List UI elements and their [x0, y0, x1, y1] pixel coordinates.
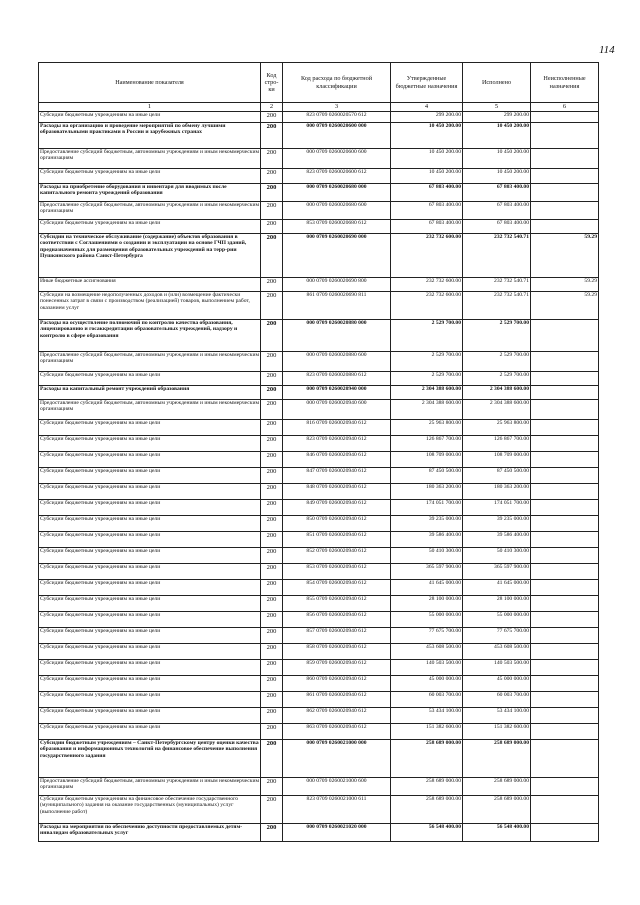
- row-executed: 10 450 200.00: [463, 169, 531, 184]
- row-budget-code: 853 0709 0260020680 612: [283, 220, 391, 234]
- row-line-code: 200: [261, 796, 283, 824]
- row-unexecuted: [531, 320, 599, 352]
- table-row: [39, 596, 599, 612]
- row-unexecuted: [531, 564, 599, 580]
- row-line-code: 200: [261, 708, 283, 724]
- header-budget-code: Код расхода по бюджетной классификации: [283, 63, 391, 103]
- table-row: [39, 292, 599, 320]
- row-budget-code: 000 0709 0260020690 000: [283, 234, 391, 278]
- table-row: [39, 580, 599, 596]
- table-row: [39, 149, 599, 169]
- row-approved: 55 000 000.00: [391, 612, 463, 628]
- table-row: [39, 320, 599, 352]
- table-row: [39, 740, 599, 778]
- row-name: Субсидии бюджетным учреждениям на иные цели: [39, 500, 261, 516]
- table-row: [39, 436, 599, 452]
- row-name: Иные бюджетные ассигнования: [39, 278, 261, 292]
- table-row: [39, 824, 599, 842]
- row-line-code: 200: [261, 220, 283, 234]
- row-line-code: 200: [261, 612, 283, 628]
- row-unexecuted: [531, 149, 599, 169]
- row-executed: 45 000 000.00: [463, 676, 531, 692]
- table-row: [39, 169, 599, 184]
- row-name: Субсидии бюджетным учреждениям на иные цели: [39, 724, 261, 740]
- row-approved: 87 450 500.00: [391, 468, 463, 484]
- row-name: Субсидии бюджетным учреждениям на иные цели: [39, 420, 261, 436]
- row-executed: 2 529 700.00: [463, 352, 531, 372]
- row-line-code: 200: [261, 596, 283, 612]
- row-name: Предоставление субсидий бюджетным, автономным учреждениям и иным некоммерческим организациям: [39, 352, 261, 372]
- table-row: [39, 112, 599, 123]
- row-line-code: 200: [261, 692, 283, 708]
- row-executed: 258 689 000.00: [463, 778, 531, 796]
- row-line-code: 200: [261, 676, 283, 692]
- row-name: Субсидии бюджетным учреждениям на иные цели: [39, 596, 261, 612]
- row-approved: 67 803 400.00: [391, 220, 463, 234]
- row-approved: 39 235 000.00: [391, 516, 463, 532]
- row-budget-code: 852 0709 0260020940 612: [283, 548, 391, 564]
- row-approved: 56 548 400.00: [391, 824, 463, 842]
- row-budget-code: 823 0709 0260020940 612: [283, 436, 391, 452]
- row-name: Субсидии бюджетным учреждениям на иные цели: [39, 612, 261, 628]
- row-executed: 174 051 700.00: [463, 500, 531, 516]
- table-row: [39, 778, 599, 796]
- row-unexecuted: 59.29: [531, 292, 599, 320]
- row-unexecuted: [531, 372, 599, 386]
- row-name: Субсидии бюджетным учреждениям на иные цели: [39, 564, 261, 580]
- row-executed: 39 586 400.00: [463, 532, 531, 548]
- table-row: [39, 123, 599, 149]
- row-budget-code: 000 0709 0260020940 600: [283, 400, 391, 420]
- column-number: 5: [463, 103, 531, 112]
- row-executed: 56 548 400.00: [463, 824, 531, 842]
- table-row: [39, 564, 599, 580]
- row-unexecuted: [531, 596, 599, 612]
- row-approved: 41 645 000.00: [391, 580, 463, 596]
- row-name: Субсидии бюджетным учреждениям на иные цели: [39, 112, 261, 123]
- row-budget-code: 823 0709 0260021000 611: [283, 796, 391, 824]
- row-executed: 258 689 000.00: [463, 796, 531, 824]
- row-line-code: 200: [261, 278, 283, 292]
- row-budget-code: 859 0709 0260020940 612: [283, 660, 391, 676]
- row-budget-code: 823 0709 0260020600 612: [283, 169, 391, 184]
- table-row: [39, 468, 599, 484]
- column-number: 3: [283, 103, 391, 112]
- row-name: Расходы на осуществление полномочий по контролю качества образования, лицензированию и госаккредитации образовательных учреждений, надзору и контролю в сфере образования: [39, 320, 261, 352]
- row-executed: 10 450 200.00: [463, 149, 531, 169]
- row-budget-code: 000 0709 0260020880 600: [283, 352, 391, 372]
- row-budget-code: 857 0709 0260020940 612: [283, 628, 391, 644]
- table-row: [39, 516, 599, 532]
- row-line-code: 200: [261, 580, 283, 596]
- row-line-code: 200: [261, 628, 283, 644]
- row-name: Субсидии бюджетным учреждениям на иные цели: [39, 692, 261, 708]
- row-name: Субсидии бюджетным учреждениям на иные цели: [39, 532, 261, 548]
- row-approved: 67 803 400.00: [391, 184, 463, 202]
- row-executed: 232 732 540.71: [463, 234, 531, 278]
- row-executed: 365 597 900.00: [463, 564, 531, 580]
- table-row: [39, 612, 599, 628]
- row-budget-code: 000 0709 0260020680 000: [283, 184, 391, 202]
- row-approved: 180 363 200.00: [391, 484, 463, 500]
- row-executed: 108 709 000.00: [463, 452, 531, 468]
- row-name: Субсидии бюджетным учреждениям на иные цели: [39, 548, 261, 564]
- row-approved: 25 963 800.00: [391, 420, 463, 436]
- row-line-code: 200: [261, 202, 283, 220]
- table-row: [39, 692, 599, 708]
- row-executed: 28 100 000.00: [463, 596, 531, 612]
- row-unexecuted: [531, 740, 599, 778]
- row-approved: 39 586 400.00: [391, 532, 463, 548]
- row-unexecuted: [531, 516, 599, 532]
- row-approved: 299 200.00: [391, 112, 463, 123]
- table-header-row: [39, 63, 599, 103]
- row-executed: 50 410 300.00: [463, 548, 531, 564]
- row-line-code: 200: [261, 500, 283, 516]
- row-executed: 25 963 800.00: [463, 420, 531, 436]
- row-executed: 53 434 100.00: [463, 708, 531, 724]
- table-row: [39, 420, 599, 436]
- row-budget-code: 823 0709 0260020570 612: [283, 112, 391, 123]
- row-approved: 50 410 300.00: [391, 548, 463, 564]
- table-row: [39, 386, 599, 400]
- table-row: [39, 548, 599, 564]
- row-budget-code: 000 0709 0260020940 000: [283, 386, 391, 400]
- row-executed: 2 529 700.00: [463, 320, 531, 352]
- row-budget-code: 853 0709 0260020940 612: [283, 564, 391, 580]
- row-approved: 2 529 700.00: [391, 320, 463, 352]
- row-budget-code: 000 0709 0260021000 600: [283, 778, 391, 796]
- header-name: Наименование показателя: [39, 63, 261, 103]
- row-line-code: 200: [261, 468, 283, 484]
- row-approved: 10 450 200.00: [391, 123, 463, 149]
- row-line-code: 200: [261, 484, 283, 500]
- row-unexecuted: [531, 202, 599, 220]
- row-name: Субсидии на техническое обслуживание (содержание) объектов образования в соответствии с Соглашениями о создании и эксплуатации на основе ГЧП зданий, предназначенных для размещения образовательных учреждений на терр-рии Пушкинского района Санкт-Петербурга: [39, 234, 261, 278]
- row-unexecuted: [531, 169, 599, 184]
- row-line-code: 200: [261, 724, 283, 740]
- row-unexecuted: [531, 548, 599, 564]
- row-budget-code: 851 0709 0260020940 612: [283, 532, 391, 548]
- row-name: Субсидии бюджетным учреждениям на иные цели: [39, 372, 261, 386]
- row-executed: 258 689 000.00: [463, 740, 531, 778]
- row-unexecuted: [531, 676, 599, 692]
- row-executed: 67 803 400.00: [463, 184, 531, 202]
- row-executed: 39 235 000.00: [463, 516, 531, 532]
- row-name: Субсидии бюджетным учреждениям на иные цели: [39, 516, 261, 532]
- row-unexecuted: [531, 778, 599, 796]
- row-line-code: 200: [261, 660, 283, 676]
- table-body: [39, 112, 599, 842]
- row-budget-code: 854 0709 0260020940 612: [283, 580, 391, 596]
- row-unexecuted: 59.29: [531, 278, 599, 292]
- row-budget-code: 855 0709 0260020940 612: [283, 596, 391, 612]
- row-line-code: 200: [261, 169, 283, 184]
- row-line-code: 200: [261, 112, 283, 123]
- row-approved: 2 304 388 600.00: [391, 386, 463, 400]
- table-row: [39, 532, 599, 548]
- row-approved: 2 529 700.00: [391, 372, 463, 386]
- row-approved: 453 608 500.00: [391, 644, 463, 660]
- row-line-code: 200: [261, 400, 283, 420]
- row-name: Субсидии бюджетным учреждениям на иные цели: [39, 580, 261, 596]
- row-executed: 2 529 700.00: [463, 372, 531, 386]
- table-row: [39, 796, 599, 824]
- budget-execution-table: [38, 62, 599, 842]
- row-unexecuted: [531, 660, 599, 676]
- row-budget-code: 858 0709 0260020940 612: [283, 644, 391, 660]
- row-line-code: 200: [261, 644, 283, 660]
- row-unexecuted: [531, 580, 599, 596]
- column-number-row: [39, 103, 599, 112]
- row-approved: 60 003 700.00: [391, 692, 463, 708]
- row-budget-code: 823 0709 0260020880 612: [283, 372, 391, 386]
- row-name: Расходы на организацию и проведение мероприятий по обмену лучшими образовательными практиками в России и зарубежных странах: [39, 123, 261, 149]
- row-name: Предоставление субсидий бюджетным, автономным учреждениям и иным некоммерческим организациям: [39, 202, 261, 220]
- row-name: Субсидии бюджетным учреждениям на иные цели: [39, 452, 261, 468]
- row-budget-code: 863 0709 0260020940 612: [283, 724, 391, 740]
- row-unexecuted: [531, 724, 599, 740]
- row-approved: 365 597 900.00: [391, 564, 463, 580]
- row-executed: 140 503 500.00: [463, 660, 531, 676]
- row-unexecuted: [531, 123, 599, 149]
- row-unexecuted: [531, 708, 599, 724]
- row-approved: 232 732 600.00: [391, 292, 463, 320]
- row-executed: 151 382 600.00: [463, 724, 531, 740]
- row-name: Расходы на приобретение оборудования и инвентаря для вводимых после капитального ремонта учреждений образования: [39, 184, 261, 202]
- row-budget-code: 000 0709 0260020600 000: [283, 123, 391, 149]
- row-approved: 258 689 000.00: [391, 796, 463, 824]
- table-row: [39, 660, 599, 676]
- row-approved: 151 382 600.00: [391, 724, 463, 740]
- row-unexecuted: [531, 468, 599, 484]
- row-budget-code: 816 0709 0260020940 612: [283, 420, 391, 436]
- row-approved: 232 732 600.00: [391, 234, 463, 278]
- row-name: Расходы на мероприятия по обеспечению доступности предоставляемых детям-инвалидам образовательных услуг: [39, 824, 261, 842]
- row-unexecuted: [531, 220, 599, 234]
- row-name: Субсидии бюджетным учреждениям на иные цели: [39, 169, 261, 184]
- row-name: Расходы на капитальный ремонт учреждений образования: [39, 386, 261, 400]
- table-row: [39, 352, 599, 372]
- row-approved: 174 051 700.00: [391, 500, 463, 516]
- row-name: Субсидии бюджетным учреждениям на иные цели: [39, 220, 261, 234]
- table-row: [39, 202, 599, 220]
- row-line-code: 200: [261, 564, 283, 580]
- table-row: [39, 676, 599, 692]
- header-executed: Исполнено: [463, 63, 531, 103]
- row-line-code: 200: [261, 386, 283, 400]
- row-name: Субсидии бюджетным учреждениям на иные цели: [39, 484, 261, 500]
- row-approved: 258 689 000.00: [391, 740, 463, 778]
- table-row: [39, 234, 599, 278]
- row-unexecuted: [531, 628, 599, 644]
- row-name: Субсидии бюджетным учреждениям на иные цели: [39, 708, 261, 724]
- row-name: Субсидии бюджетным учреждениям на финансовое обеспечение государственного (муниципального) задания на оказание государственных (муниципальных) услуг (выполнение работ): [39, 796, 261, 824]
- row-unexecuted: [531, 352, 599, 372]
- table-row: [39, 452, 599, 468]
- row-unexecuted: [531, 484, 599, 500]
- row-budget-code: 860 0709 0260020940 612: [283, 676, 391, 692]
- row-approved: 2 529 700.00: [391, 352, 463, 372]
- row-unexecuted: [531, 532, 599, 548]
- row-approved: 67 803 400.00: [391, 202, 463, 220]
- row-approved: 2 304 388 600.00: [391, 400, 463, 420]
- row-approved: 10 450 200.00: [391, 169, 463, 184]
- row-line-code: 200: [261, 420, 283, 436]
- row-executed: 2 304 388 600.00: [463, 400, 531, 420]
- row-line-code: 200: [261, 123, 283, 149]
- row-executed: 453 608 500.00: [463, 644, 531, 660]
- row-executed: 67 803 400.00: [463, 202, 531, 220]
- table-row: [39, 708, 599, 724]
- table-row: [39, 184, 599, 202]
- row-budget-code: 861 0709 0260020940 612: [283, 692, 391, 708]
- table-row: [39, 220, 599, 234]
- row-executed: 232 732 540.71: [463, 278, 531, 292]
- row-executed: 232 732 540.71: [463, 292, 531, 320]
- row-line-code: 200: [261, 740, 283, 778]
- table-row: [39, 724, 599, 740]
- table-row: [39, 644, 599, 660]
- row-name: Субсидии бюджетным учреждениям на иные цели: [39, 628, 261, 644]
- row-line-code: 200: [261, 516, 283, 532]
- row-executed: 10 450 200.00: [463, 123, 531, 149]
- row-line-code: 200: [261, 452, 283, 468]
- row-approved: 77 675 700.00: [391, 628, 463, 644]
- row-name: Предоставление субсидий бюджетным, автономным учреждениям и иным некоммерческим организациям: [39, 778, 261, 796]
- row-executed: 41 645 000.00: [463, 580, 531, 596]
- row-unexecuted: [531, 692, 599, 708]
- row-executed: 67 803 400.00: [463, 220, 531, 234]
- header-line-code: Код стро-ки: [261, 63, 283, 103]
- row-approved: 53 434 100.00: [391, 708, 463, 724]
- row-name: Предоставление субсидий бюджетным, автономным учреждениям и иным некоммерческим организациям: [39, 400, 261, 420]
- row-unexecuted: [531, 400, 599, 420]
- row-unexecuted: [531, 452, 599, 468]
- row-budget-code: 000 0709 0260020690 800: [283, 278, 391, 292]
- row-budget-code: 849 0709 0260020940 612: [283, 500, 391, 516]
- row-unexecuted: [531, 824, 599, 842]
- row-executed: 180 363 200.00: [463, 484, 531, 500]
- row-line-code: 200: [261, 234, 283, 278]
- header-approved: Утвержденные бюджетные назначения: [391, 63, 463, 103]
- row-budget-code: 862 0709 0260020940 612: [283, 708, 391, 724]
- row-unexecuted: [531, 184, 599, 202]
- row-budget-code: 847 0709 0260020940 612: [283, 468, 391, 484]
- column-number: 6: [531, 103, 599, 112]
- row-approved: 108 709 000.00: [391, 452, 463, 468]
- row-line-code: 200: [261, 352, 283, 372]
- row-line-code: 200: [261, 149, 283, 169]
- row-name: Предоставление субсидий бюджетным, автономным учреждениям и иным некоммерческим организациям: [39, 149, 261, 169]
- row-name: Субсидии бюджетным учреждениям на иные цели: [39, 660, 261, 676]
- column-number: 1: [39, 103, 261, 112]
- column-number: 4: [391, 103, 463, 112]
- row-approved: 10 450 200.00: [391, 149, 463, 169]
- column-number: 2: [261, 103, 283, 112]
- table-row: [39, 628, 599, 644]
- row-approved: 45 000 000.00: [391, 676, 463, 692]
- row-unexecuted: [531, 112, 599, 123]
- row-approved: 28 100 000.00: [391, 596, 463, 612]
- header-unexecuted: Неисполненные назначения: [531, 63, 599, 103]
- row-executed: 126 867 700.00: [463, 436, 531, 452]
- row-approved: 140 503 500.00: [391, 660, 463, 676]
- row-unexecuted: [531, 436, 599, 452]
- row-line-code: 200: [261, 372, 283, 386]
- row-unexecuted: 59.29: [531, 234, 599, 278]
- row-executed: 55 000 000.00: [463, 612, 531, 628]
- row-executed: 77 675 700.00: [463, 628, 531, 644]
- row-approved: 232 732 600.00: [391, 278, 463, 292]
- row-budget-code: 848 0709 0260020940 612: [283, 484, 391, 500]
- row-unexecuted: [531, 644, 599, 660]
- row-unexecuted: [531, 612, 599, 628]
- row-budget-code: 000 0709 0260020880 000: [283, 320, 391, 352]
- row-executed: 2 304 388 600.00: [463, 386, 531, 400]
- row-line-code: 200: [261, 778, 283, 796]
- row-line-code: 200: [261, 184, 283, 202]
- row-name: Субсидии бюджетным учреждениям – Санкт-Петербургскому центру оценки качества образования и информационных технологий на финансовое обеспечение выполнения государственного задания: [39, 740, 261, 778]
- row-name: Субсидии бюджетным учреждениям на иные цели: [39, 644, 261, 660]
- table-row: [39, 278, 599, 292]
- row-budget-code: 856 0709 0260020940 612: [283, 612, 391, 628]
- row-budget-code: 000 0709 0260020600 600: [283, 149, 391, 169]
- row-line-code: 200: [261, 532, 283, 548]
- row-unexecuted: [531, 500, 599, 516]
- row-approved: 258 689 000.00: [391, 778, 463, 796]
- row-executed: 87 450 500.00: [463, 468, 531, 484]
- row-name: Субсидии бюджетным учреждениям на иные цели: [39, 676, 261, 692]
- row-line-code: 200: [261, 292, 283, 320]
- row-budget-code: 846 0709 0260020940 612: [283, 452, 391, 468]
- row-line-code: 200: [261, 824, 283, 842]
- row-name: Субсидии бюджетным учреждениям на иные цели: [39, 468, 261, 484]
- row-budget-code: 861 0709 0260020690 811: [283, 292, 391, 320]
- row-approved: 126 867 700.00: [391, 436, 463, 452]
- table-row: [39, 500, 599, 516]
- row-line-code: 200: [261, 548, 283, 564]
- table-row: [39, 372, 599, 386]
- row-line-code: 200: [261, 436, 283, 452]
- row-name: Субсидии на возмещение недополученных доходов и (или) возмещение фактически понесенных затрат в связи с производством (реализацией) товаров, выполнением работ, оказанием услуг: [39, 292, 261, 320]
- row-line-code: 200: [261, 320, 283, 352]
- row-unexecuted: [531, 420, 599, 436]
- row-budget-code: 850 0709 0260020940 612: [283, 516, 391, 532]
- row-executed: 60 003 700.00: [463, 692, 531, 708]
- row-unexecuted: [531, 796, 599, 824]
- table-row: [39, 484, 599, 500]
- row-budget-code: 000 0709 0260020680 600: [283, 202, 391, 220]
- table-row: [39, 400, 599, 420]
- row-budget-code: 000 0709 0260021000 000: [283, 740, 391, 778]
- row-unexecuted: [531, 386, 599, 400]
- row-budget-code: 000 0709 0260021020 000: [283, 824, 391, 842]
- row-executed: 299 200.00: [463, 112, 531, 123]
- page-number: 114: [599, 44, 615, 56]
- row-name: Субсидии бюджетным учреждениям на иные цели: [39, 436, 261, 452]
